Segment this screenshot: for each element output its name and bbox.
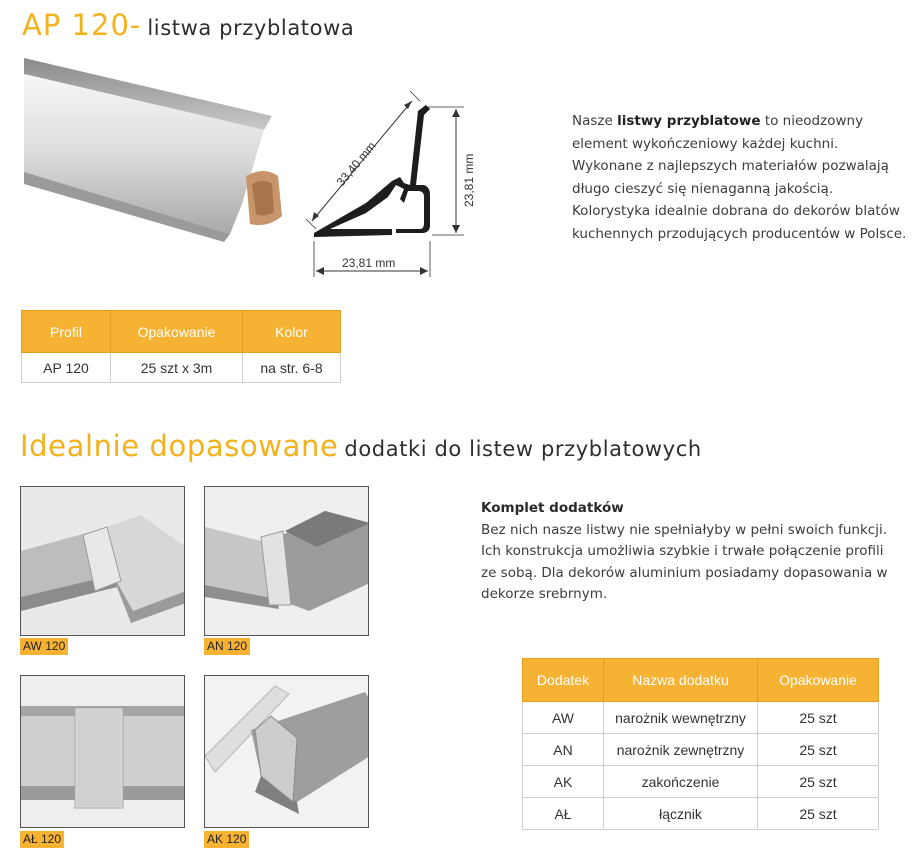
page-title <box>22 8 354 42</box>
profile-table <box>21 310 341 383</box>
cell-opakowanie: 25 szt <box>758 734 879 766</box>
section-title-accent: Idealnie dopasowane <box>20 429 339 463</box>
section-title-rest: dodatki do listew przyblatowych <box>344 437 702 461</box>
product-title: listwa przyblatowa <box>147 16 355 40</box>
table-row <box>523 766 879 798</box>
accessories-table <box>522 658 879 830</box>
image-label-an: AN 120 <box>204 638 250 655</box>
cell-nazwa: zakończenie <box>604 766 758 798</box>
header-nazwa: Nazwa dodatku <box>604 659 758 702</box>
product-description: Nasze listwy przyblatowe to nieodzowny element wykończeniowy każdej kuchni. Wykonane z najlepszych materiałów pozwalają długo cieszyć się nienaganną jakością. Kolorystyka idealnie dobrana do dekorów blatów kuchennych przodujących producentów w Polsce. <box>572 113 907 242</box>
header-opakowanie: Opakowanie <box>111 311 243 353</box>
description-bold: listwy przyblatowe <box>617 113 761 129</box>
image-ak-120 <box>204 675 369 828</box>
cell-dodatek: AŁ <box>523 798 604 830</box>
table-row <box>523 798 879 830</box>
cell-opakowanie: 25 szt <box>758 798 879 830</box>
dimension-width: 23,81 mm <box>342 256 396 270</box>
cell-opakowanie: 25 szt <box>758 766 879 798</box>
cell-opakowanie: 25 szt x 3m <box>111 353 243 383</box>
table-row <box>523 734 879 766</box>
image-label-aw: AW 120 <box>20 638 68 655</box>
kit-description <box>481 498 901 606</box>
kit-title: Komplet dodatków <box>481 500 624 516</box>
image-label-al: AŁ 120 <box>20 831 64 848</box>
dimension-diagonal: 33,40 mm <box>333 139 379 189</box>
table-header-row <box>523 659 879 702</box>
header-opakowanie: Opakowanie <box>758 659 879 702</box>
cell-nazwa: narożnik wewnętrzny <box>604 702 758 734</box>
image-al-120 <box>20 675 185 828</box>
table-row <box>22 353 341 383</box>
cell-opakowanie: 25 szt <box>758 702 879 734</box>
cell-nazwa: łącznik <box>604 798 758 830</box>
end-cap-photo <box>205 676 369 828</box>
dimension-height: 23,81 mm <box>462 153 476 207</box>
cell-kolor: na str. 6-8 <box>243 353 341 383</box>
kit-text: Bez nich nasze listwy nie spełniałyby w pełni swoich funkcji. Ich konstrukcja umożliwia szybkie i trwałe połączenie profili ze sobą. Dla dekorów aluminium posiadamy dopasowania w dekorze srebrnym. <box>481 521 888 602</box>
profile-dimension-drawing <box>300 85 480 277</box>
image-aw-120 <box>20 486 185 636</box>
inner-corner-photo <box>21 487 185 636</box>
header-profil: Profil <box>22 311 111 353</box>
table-row <box>523 702 879 734</box>
table-header-row <box>22 311 341 353</box>
outer-corner-photo <box>205 487 369 636</box>
cell-nazwa: narożnik zewnętrzny <box>604 734 758 766</box>
image-an-120 <box>204 486 369 636</box>
section-title <box>20 429 702 463</box>
image-label-ak: AK 120 <box>204 831 249 848</box>
product-code: AP 120- <box>22 8 142 42</box>
cell-dodatek: AW <box>523 702 604 734</box>
cell-profil: AP 120 <box>22 353 111 383</box>
cell-dodatek: AN <box>523 734 604 766</box>
header-dodatek: Dodatek <box>523 659 604 702</box>
product-photo <box>20 52 288 247</box>
cell-dodatek: AK <box>523 766 604 798</box>
header-kolor: Kolor <box>243 311 341 353</box>
connector-photo <box>21 676 185 828</box>
